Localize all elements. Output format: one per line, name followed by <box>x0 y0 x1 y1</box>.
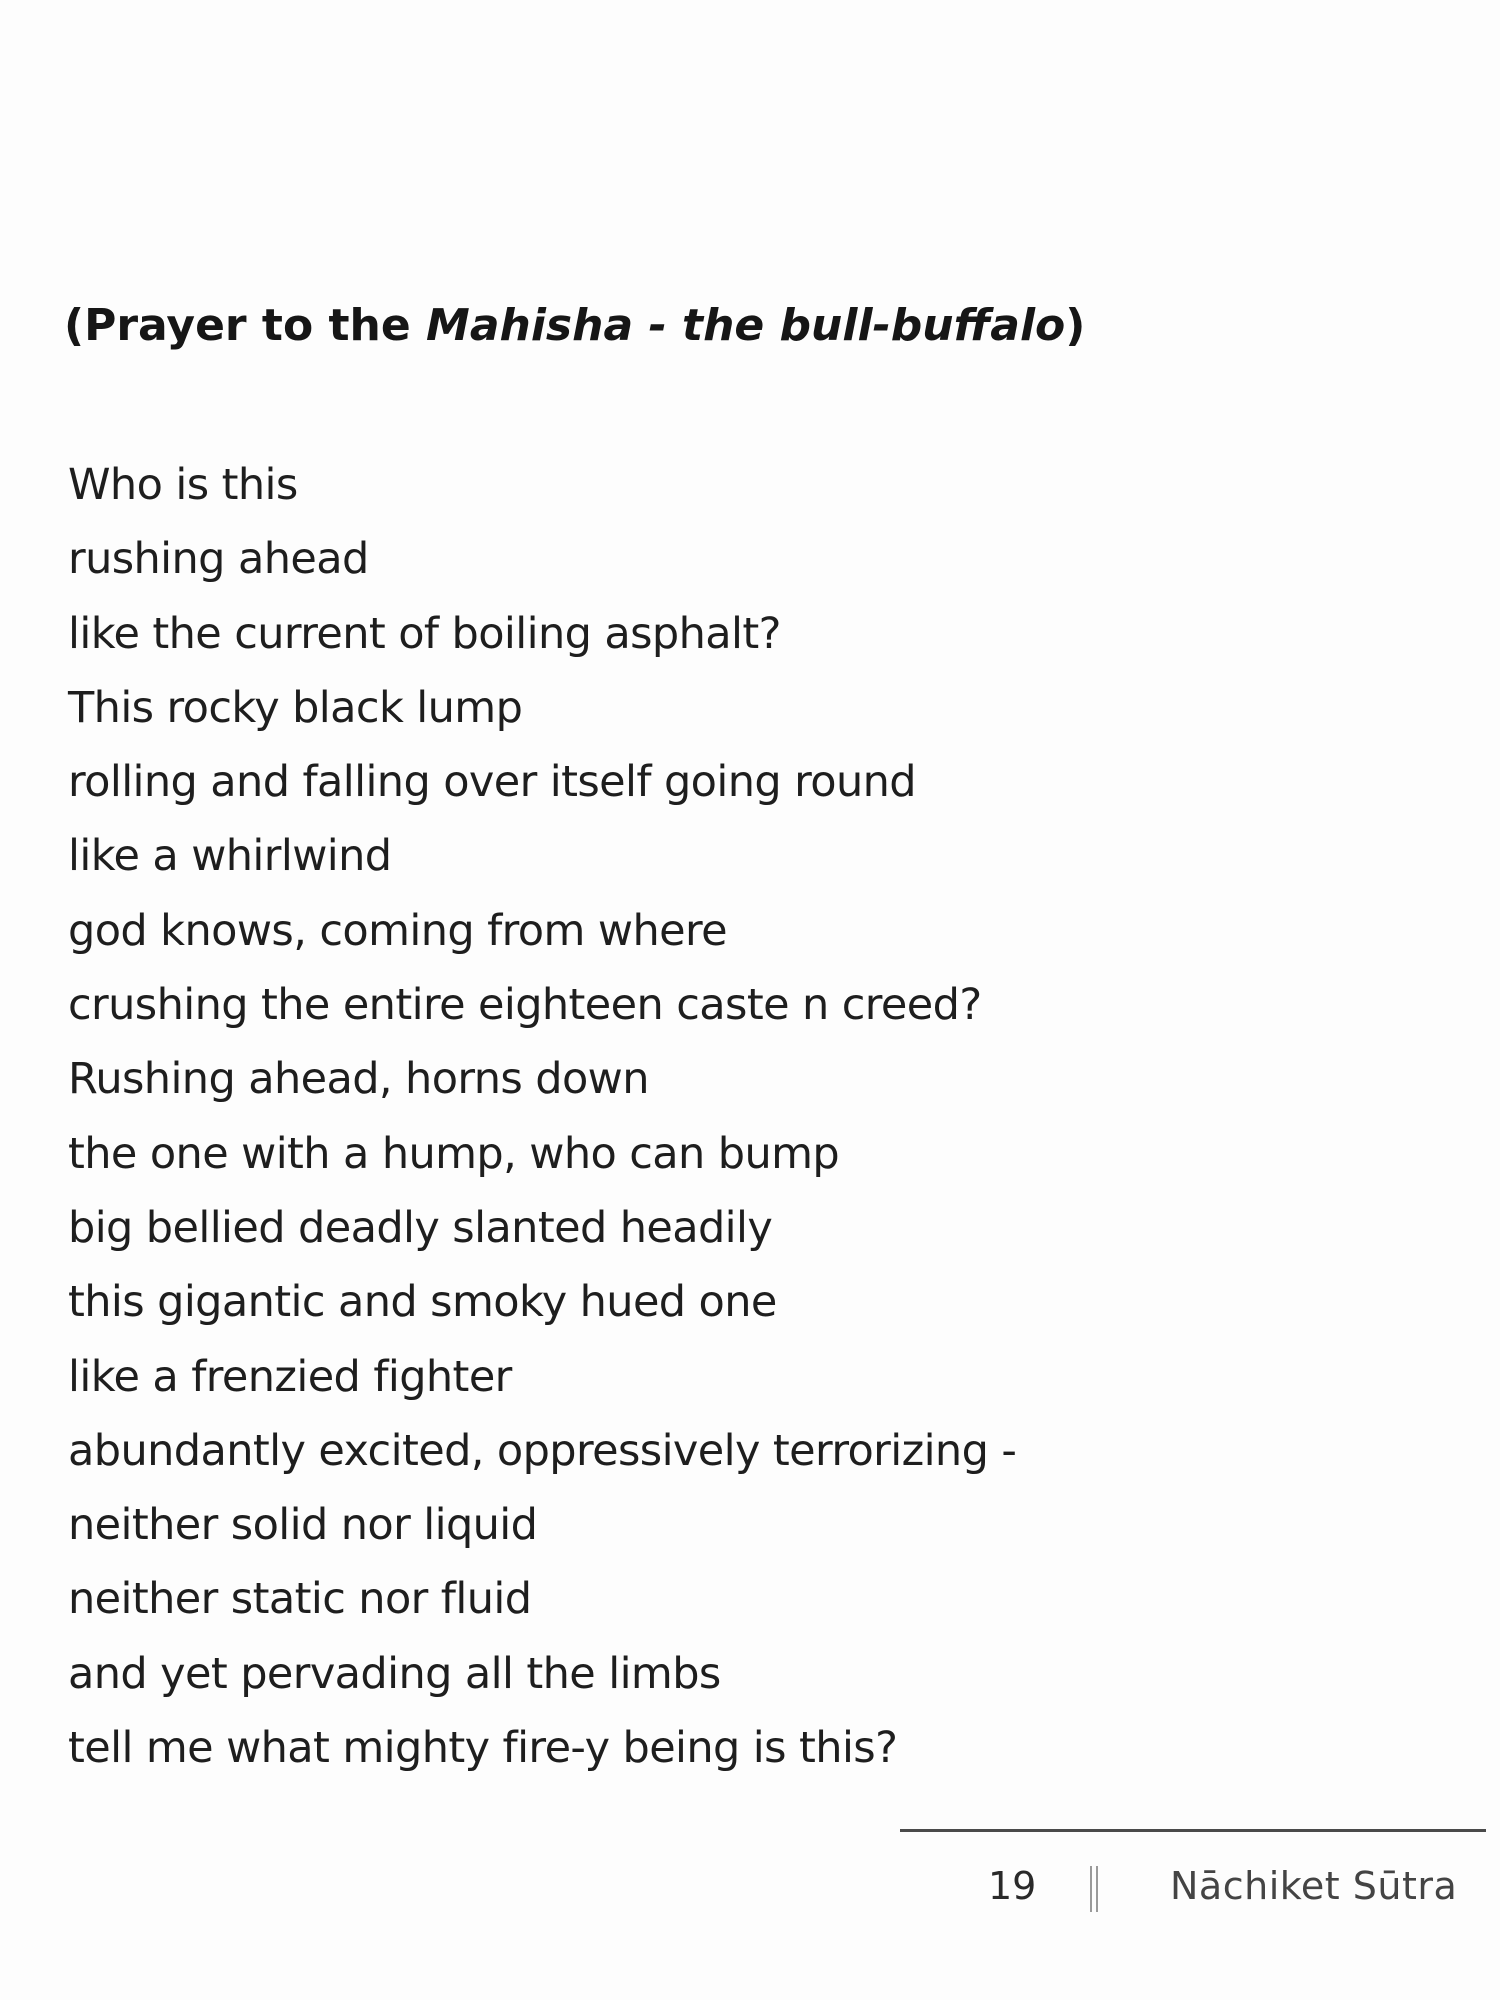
poem-line: Who is this <box>68 460 298 510</box>
title-open-paren: ( <box>64 300 85 351</box>
poem-line: This rocky black lump <box>68 682 523 733</box>
poem-line: neither solid nor liquid <box>68 1500 538 1551</box>
poem-line: crushing the entire eighteen caste n creed? <box>68 980 982 1031</box>
poem-line: like the current of boiling asphalt? <box>68 608 781 659</box>
footer-rule <box>900 1829 1486 1832</box>
poem-title <box>64 296 1085 356</box>
poem-line: this gigantic and smoky hued one <box>68 1277 777 1328</box>
poem-line: and yet pervading all the limbs <box>68 1648 721 1699</box>
poem-line: like a whirlwind <box>68 831 392 882</box>
poem-line: rolling and falling over itself going round <box>68 757 916 808</box>
title-italic: Mahisha - the bull-buffalo <box>426 300 1066 351</box>
page-number: 19 <box>988 1864 1037 1908</box>
title-prefix: Prayer to the <box>84 300 427 351</box>
poem-body <box>68 448 1016 1785</box>
book-title: Nāchiket Sūtra <box>1170 1864 1458 1908</box>
poem-line: abundantly excited, oppressively terrorizing - <box>68 1425 1017 1476</box>
title-close-paren: ) <box>1065 300 1086 351</box>
poem-line: Rushing ahead, horns down <box>68 1054 649 1105</box>
poem-line: like a frenzied fighter <box>68 1351 512 1402</box>
poem-line: god knows, coming from where <box>68 905 727 956</box>
poem-line: the one with a hump, who can bump <box>68 1128 840 1179</box>
poem-line: rushing ahead <box>68 534 369 585</box>
footer-separator <box>1090 1866 1098 1912</box>
poem-line: tell me what mighty fire-y being is this? <box>68 1723 898 1774</box>
poem-line: neither static nor fluid <box>68 1574 532 1625</box>
poem-line: big bellied deadly slanted headily <box>68 1202 773 1253</box>
